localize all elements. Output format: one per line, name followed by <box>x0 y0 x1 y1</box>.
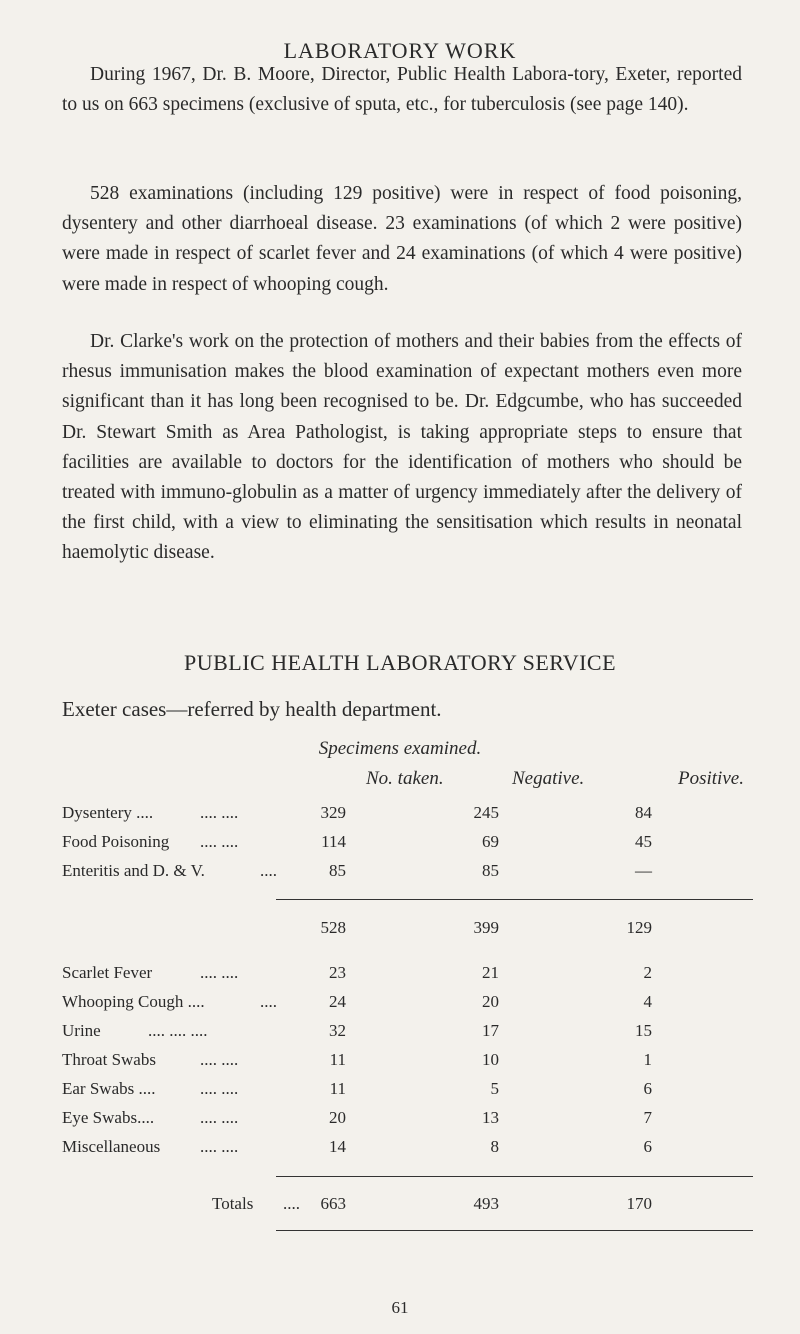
cell-positive: 4 <box>643 992 652 1011</box>
row-label: Ear Swabs .... <box>62 1079 156 1098</box>
cell-taken: 20 <box>329 1108 346 1127</box>
section-subtitle: Exeter cases—referred by health department. <box>62 697 442 721</box>
cell-positive: 1 <box>643 1050 652 1069</box>
subtotal-positive: 129 <box>626 918 652 937</box>
totals-taken: 663 <box>320 1194 346 1213</box>
row-label: Dysentery .... <box>62 803 154 822</box>
table-row <box>0 1050 800 1078</box>
cell-taken: 329 <box>320 803 346 822</box>
row-leader-dots: .... .... .... <box>148 1021 208 1040</box>
row-label: Miscellaneous <box>62 1137 161 1156</box>
totals-rule-top <box>276 1176 753 1177</box>
row-leader-dots: .... .... <box>200 1050 239 1069</box>
table-row <box>0 1108 800 1136</box>
table-row <box>0 992 800 1020</box>
cell-positive: — <box>635 861 652 880</box>
section-title: PUBLIC HEALTH LABORATORY SERVICE <box>183 650 617 675</box>
column-header-negative: Negative. <box>512 768 585 789</box>
table-row <box>0 861 800 889</box>
subtotal-taken: 528 <box>320 918 346 937</box>
table-row <box>0 963 800 991</box>
row-label: Scarlet Fever <box>62 963 153 982</box>
row-label: Enteritis and D. & V. <box>62 861 205 880</box>
cell-negative: 5 <box>490 1079 499 1098</box>
row-leader-dots: .... .... <box>200 1137 239 1156</box>
table-row <box>0 1137 800 1165</box>
cell-negative: 69 <box>482 832 499 851</box>
cell-negative: 85 <box>482 861 499 880</box>
cell-negative: 245 <box>473 803 499 822</box>
row-leader-dots: .... <box>260 992 277 1011</box>
cell-taken: 114 <box>321 832 346 851</box>
subtotal-row <box>0 918 800 946</box>
cell-positive: 6 <box>643 1079 652 1098</box>
cell-positive: 6 <box>643 1137 652 1156</box>
totals-positive: 170 <box>626 1194 652 1213</box>
row-label: Throat Swabs <box>62 1050 156 1069</box>
cell-taken: 32 <box>329 1021 346 1040</box>
totals-row <box>0 1194 800 1222</box>
row-leader-dots: .... .... <box>200 1108 239 1127</box>
cell-negative: 10 <box>482 1050 499 1069</box>
row-label: Food Poisoning <box>62 832 170 851</box>
subtotal-rule <box>276 899 753 900</box>
table-row <box>0 1021 800 1049</box>
cell-negative: 13 <box>482 1108 499 1127</box>
row-leader-dots: .... .... <box>200 803 239 822</box>
cell-taken: 23 <box>329 963 346 982</box>
column-header-taken: No. taken. <box>366 768 444 789</box>
cell-taken: 14 <box>329 1137 346 1156</box>
table-row <box>0 832 800 860</box>
row-leader-dots: .... .... <box>200 832 239 851</box>
totals-label: Totals <box>212 1194 254 1213</box>
cell-positive: 15 <box>635 1021 652 1040</box>
row-leader-dots: .... <box>283 1194 300 1213</box>
cell-negative: 21 <box>482 963 499 982</box>
table-row <box>0 1079 800 1107</box>
totals-rule-bottom <box>276 1230 753 1231</box>
page-number: 61 <box>391 1298 409 1317</box>
cell-positive: 45 <box>635 832 652 851</box>
cell-taken: 11 <box>329 1050 346 1069</box>
row-leader-dots: .... .... <box>200 1079 239 1098</box>
cell-positive: 2 <box>643 963 652 982</box>
paragraph-1: During 1967, Dr. B. Moore, Director, Public Health Labora-tory, Exeter, reported to us on 663 specimens (exclusive of sputa, etc., for tuberculosis (see page 140). <box>62 64 742 116</box>
cell-negative: 17 <box>482 1021 499 1040</box>
table-group-header: Specimens examined. <box>318 738 482 759</box>
cell-taken: 11 <box>329 1079 346 1098</box>
paragraph-2: 528 examinations (including 129 positive) were in respect of food poisoning, dysentery and other diarrhoeal disease. 23 examinations (of which 2 were positive) were made in respect of scarlet fever and 24 examinations (of which 4 were positive) were made in respect of whooping cough. <box>62 183 742 295</box>
cell-negative: 8 <box>490 1137 499 1156</box>
cell-taken: 24 <box>329 992 346 1011</box>
subtotal-negative: 399 <box>473 918 499 937</box>
row-leader-dots: .... .... <box>200 963 239 982</box>
cell-negative: 20 <box>482 992 499 1011</box>
row-leader-dots: .... <box>260 861 277 880</box>
totals-negative: 493 <box>473 1194 499 1213</box>
page-title: LABORATORY WORK <box>283 38 517 63</box>
cell-taken: 85 <box>329 861 346 880</box>
row-label: Whooping Cough .... <box>62 992 205 1011</box>
cell-positive: 7 <box>643 1108 652 1127</box>
row-label: Urine <box>62 1021 101 1040</box>
paragraph-3: Dr. Clarke's work on the protection of mothers and their babies from the effects of rhesus immunisation makes the blood examination of expectant mothers even more significant than it has long been recognised to be. Dr. Edgcumbe, who has succeeded Dr. Stewart Smith as Area Pathologist, is taking appropriate steps to ensure that facilities are available to doctors for the identification of mothers who should be treated with immuno-globulin as a matter of urgency immediately after the delivery of the first child, with a view to eliminating the sensitisation which results in neonatal haemolytic disease. <box>62 331 742 564</box>
row-label: Eye Swabs.... <box>62 1108 155 1127</box>
column-header-positive: Positive. <box>678 768 744 789</box>
cell-positive: 84 <box>635 803 652 822</box>
table-row <box>0 803 800 831</box>
